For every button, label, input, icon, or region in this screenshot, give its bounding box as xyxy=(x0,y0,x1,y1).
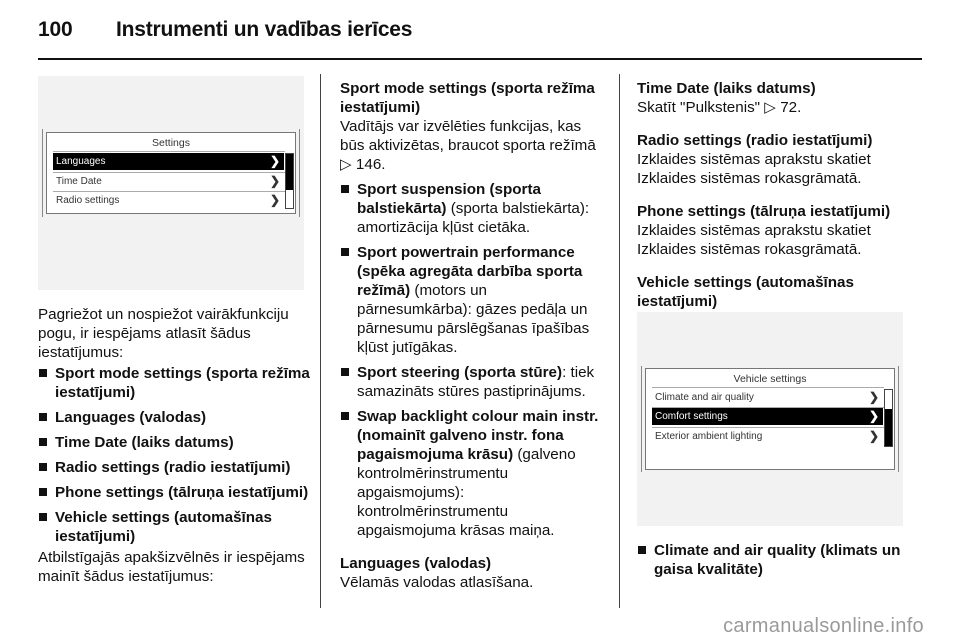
list-item: Time Date (laiks datums) xyxy=(38,433,312,452)
scrollbar[interactable] xyxy=(884,389,893,447)
figure-settings-menu xyxy=(38,76,304,290)
item-desc: (galveno kontrolmērinstrumentu apgaismojums): kontrolmērinstrumentu apgaismojuma krāsas maiņa. xyxy=(357,446,576,539)
list-item: Phone settings (tālruņa iestatījumi) xyxy=(38,483,312,502)
menu-item-label: Time Date xyxy=(56,176,102,187)
section-heading: Radio settings (radio iestatījumi) xyxy=(637,132,873,149)
menu-item-radio-settings[interactable] xyxy=(53,192,284,209)
item-desc: (motors un pārnesumkārba): gāzes pedāļa un pārnesumu pārslēgšanas īpašības kļūst jutīgākas. xyxy=(357,282,590,356)
page-number: 100 xyxy=(38,18,73,41)
menu-item-label: Comfort settings xyxy=(655,411,728,422)
item-desc: (sporta balstiekārta): amortizācija kļūst cietāka. xyxy=(357,200,590,236)
section-text: Izklaides sistēmas aprakstu skatiet Izklaides sistēmas rokasgrāmatā. xyxy=(637,151,871,187)
figure-vehicle-settings-menu xyxy=(637,312,903,526)
chevron-right-icon: ❯ xyxy=(868,429,879,443)
list-item: Languages (valodas) xyxy=(38,408,312,427)
menu-item-label: Exterior ambient lighting xyxy=(655,431,763,442)
screen-divider xyxy=(53,151,285,152)
chevron-right-icon: ❯ xyxy=(269,174,280,188)
list-item: Climate and air quality (klimats un gaisa kvalitāte) xyxy=(637,541,909,579)
outro-paragraph: Atbilstīgajās apakšizvēlnēs ir iespējams mainīt šādus iestatījumus: xyxy=(38,549,305,585)
scrollbar-thumb[interactable] xyxy=(286,154,293,190)
menu-item-comfort[interactable] xyxy=(652,408,883,425)
chevron-right-icon: ❯ xyxy=(868,390,879,404)
section-heading: Time Date (laiks datums) xyxy=(637,80,816,97)
header-rule xyxy=(38,58,922,60)
column-1 xyxy=(38,305,312,586)
display-bracket xyxy=(42,129,43,217)
page-header xyxy=(38,18,412,42)
intro-paragraph: Pagriežot un nospiežot vairākfunkciju pogu, ir iespējams atlasīt šādus iestatījumus: xyxy=(38,306,289,361)
item-term: Sport powertrain performance (spēka agregāta darbība sporta režīmā) xyxy=(357,244,583,299)
screen-title: Settings xyxy=(152,137,190,149)
menu-item-languages[interactable] xyxy=(53,153,284,170)
item-term: Swap backlight colour main instr. (nomainīt galveno instr. fona pagaismojuma krāsu) xyxy=(357,408,599,463)
chevron-right-icon: ❯ xyxy=(269,154,280,168)
section-intro xyxy=(340,117,606,174)
menu-item-label: Languages xyxy=(56,156,106,167)
screen-divider xyxy=(652,387,884,388)
settings-screen xyxy=(46,132,296,214)
chevron-right-icon: ❯ xyxy=(868,409,879,423)
column-divider xyxy=(619,74,620,608)
column-3-bottom xyxy=(637,541,909,585)
menu-item-exterior-lighting[interactable] xyxy=(652,428,883,445)
watermark: carmanualsonline.info xyxy=(723,615,924,637)
list-item xyxy=(340,363,606,401)
chevron-right-icon: ❯ xyxy=(269,193,280,207)
menu-item-label: Radio settings xyxy=(56,195,120,206)
display-bracket xyxy=(898,366,899,472)
screen-title: Vehicle settings xyxy=(733,373,807,385)
menu-item-label: Climate and air quality xyxy=(655,392,754,403)
display-bracket xyxy=(641,366,642,472)
sport-settings-list xyxy=(340,180,606,540)
section-text: Izklaides sistēmas aprakstu skatiet Izklaides sistēmas rokasgrāmatā. xyxy=(637,222,871,258)
list-item xyxy=(340,407,606,540)
page-reference-arrow-icon: ▷ xyxy=(340,156,352,173)
item-term: Sport steering (sporta stūre) xyxy=(357,364,563,381)
vehicle-settings-list xyxy=(637,541,909,579)
menu-item-time-date[interactable] xyxy=(53,173,284,190)
intro-text: Vadītājs var izvēlēties funkcijas, kas būs aktivizētas, braucot sporta režīmā xyxy=(340,118,596,154)
chapter-title: Instrumenti un vadības ierīces xyxy=(116,18,413,41)
item-term: Sport suspension (sporta balstiekārta) xyxy=(357,181,541,217)
ref-text: Skatīt "Pulkstenis" xyxy=(637,99,765,116)
scrollbar[interactable] xyxy=(285,153,294,209)
list-item: Radio settings (radio iestatījumi) xyxy=(38,458,312,477)
section-heading: Phone settings (tālruņa iestatījumi) xyxy=(637,203,891,220)
list-item: Sport mode settings (sporta režīma iestatījumi) xyxy=(38,364,312,402)
page-reference: 146. xyxy=(355,156,386,173)
column-divider xyxy=(320,74,321,608)
list-item xyxy=(340,180,606,237)
section-heading: Vehicle settings (automašīnas iestatījumi) xyxy=(637,274,854,310)
page-reference: 72. xyxy=(780,99,802,116)
list-item: Vehicle settings (automašīnas iestatījumi) xyxy=(38,508,312,546)
display-bracket xyxy=(299,129,300,217)
column-2 xyxy=(340,79,606,592)
section-heading: Sport mode settings (sporta režīma iestatījumi) xyxy=(340,80,595,116)
section-text: Vēlamās valodas atlasīšana. xyxy=(340,574,534,591)
scrollbar-thumb[interactable] xyxy=(885,409,892,446)
vehicle-settings-screen xyxy=(645,368,895,470)
list-item xyxy=(340,243,606,357)
column-3 xyxy=(637,79,909,311)
menu-item-climate[interactable] xyxy=(652,389,883,406)
item-desc: : tiek samazināts stūres pastiprinājums. xyxy=(357,364,595,400)
page-reference-arrow-icon: ▷ xyxy=(764,99,776,116)
settings-list xyxy=(38,364,312,546)
section-text xyxy=(637,98,909,117)
section-heading: Languages (valodas) xyxy=(340,555,492,572)
